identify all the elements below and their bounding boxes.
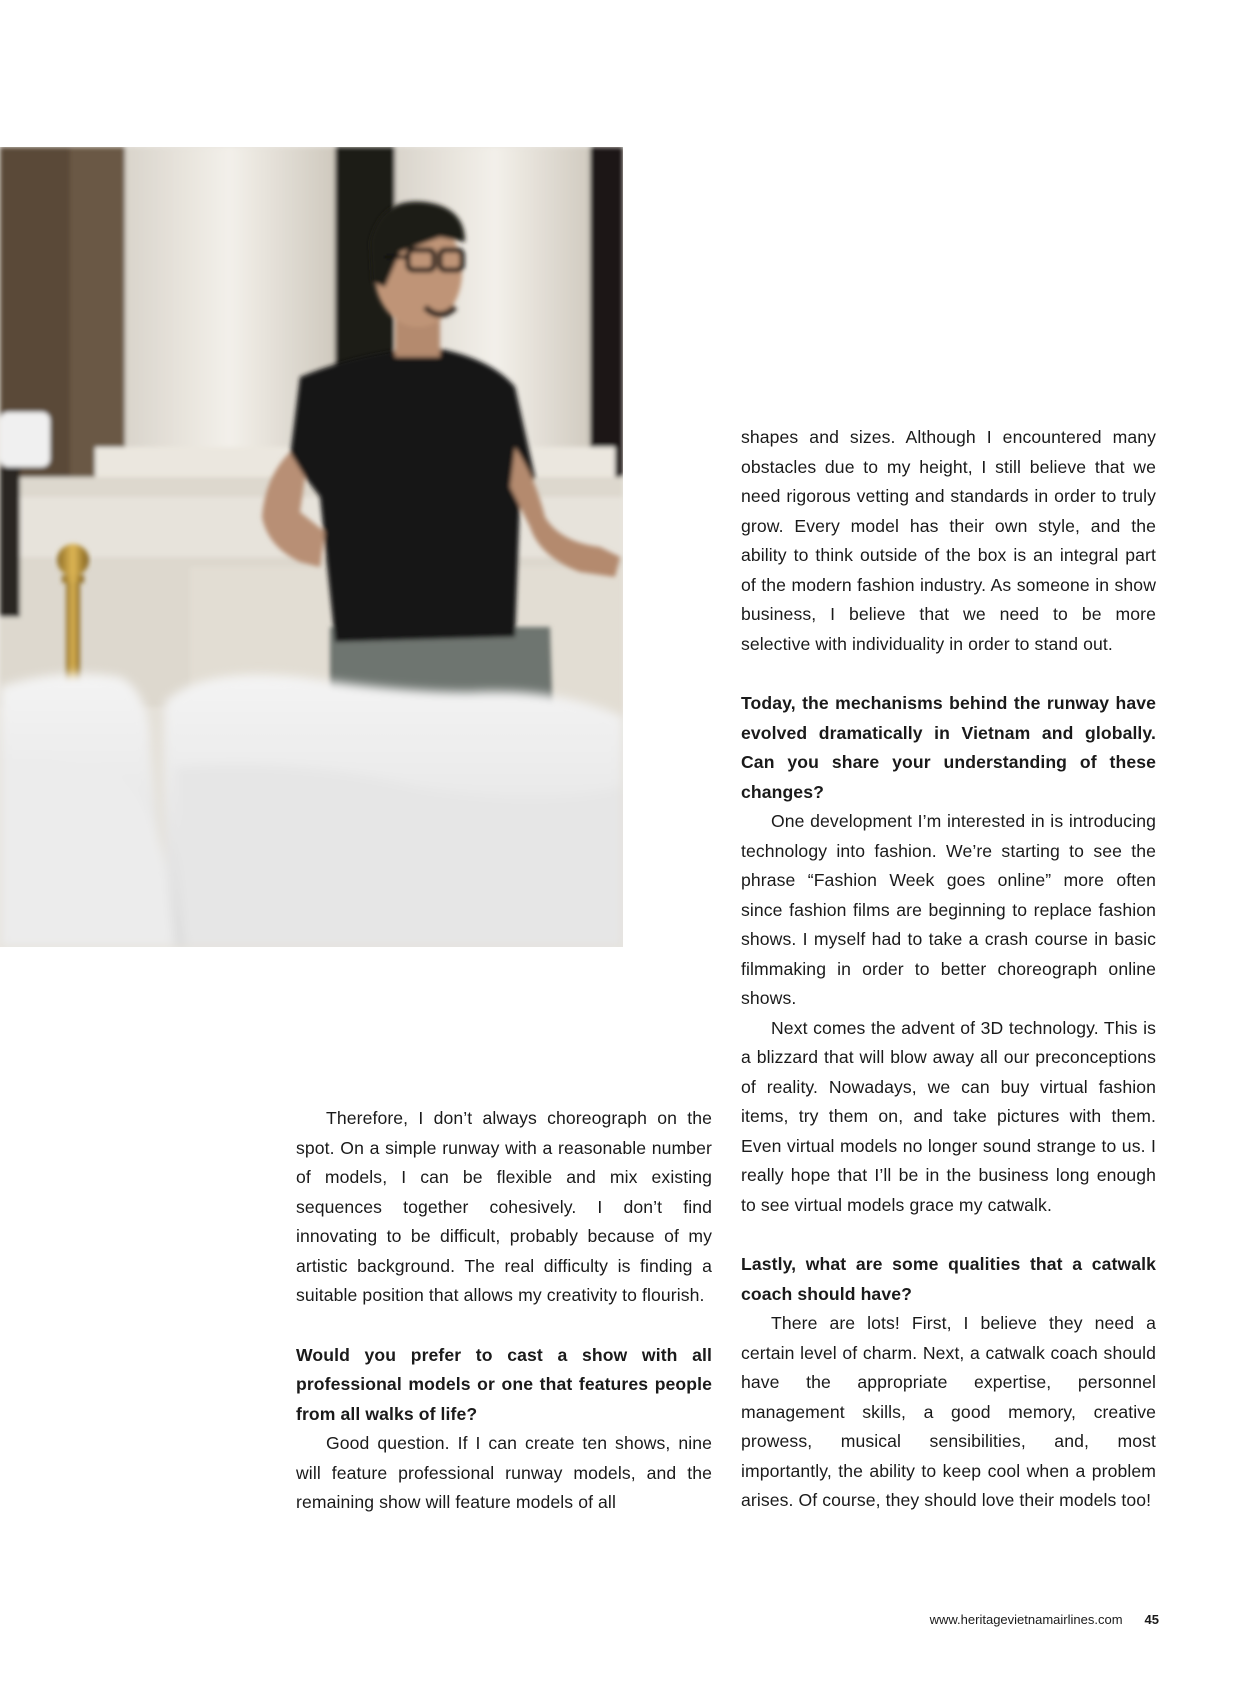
website-link[interactable]: www.heritagevietnamairlines.com [929,1612,1123,1627]
interview-question: Lastly, what are some qualities that a catwalk coach should have? [741,1254,1156,1304]
interview-question: Would you prefer to cast a show with all professional models or one that features people from all walks of life? [296,1344,712,1424]
portrait-photo [0,147,623,947]
paragraph: Therefore, I don’t always choreograph on the spot. On a simple runway with a reasonable number of models, I can be flexible and mix existing sequences together cohesively. I don’t find innovating to be difficult, probably because of my artistic background. The real difficulty is finding a suitable position that allows my creativity to flourish. [296,1108,712,1305]
paragraph: Next comes the advent of 3D technology. This is a blizzard that will blow away all our preconceptions of reality. Nowadays, we can buy virtual fashion items, try them on, and take pictures with them. Even virtual models no longer sound strange to us. I really hope that I’ll be in the business long enough to see virtual models grace my catwalk. [741,1017,1156,1215]
paragraph: One development I’m interested in is introducing technology into fashion. We’re starting to see the phrase “Fashion Week goes online” more often since fashion films are beginning to replace fashion shows. I myself had to take a crash course in basic filmmaking in order to better choreograph online shows. [741,811,1156,1008]
page-number: 45 [1144,1612,1159,1627]
article-column-right [741,423,1156,1516]
article-column-left [296,1104,712,1518]
paragraph: shapes and sizes. Although I encountered many obstacles due to my height, I still believe that we need rigorous vetting and standards in order to truly grow. Every model has their own style, and the ability to think outside of the box is an integral part of the modern fashion industry. As someone in show business, I believe that we need to be more selective with individuality in order to stand out. [741,427,1156,654]
paragraph: There are lots! First, I believe they need a certain level of charm. Next, a catwalk coach should have the appropriate expertise, personnel management skills, a good memory, creative prowess, musical sensibilities, and, most importantly, the ability to keep cool when a problem arises. Of course, they should love their models too! [741,1313,1156,1510]
paragraph: Good question. If I can create ten shows, nine will feature professional runway models, and the remaining show will feature models of all [296,1433,712,1512]
interview-question: Today, the mechanisms behind the runway have evolved dramatically in Vietnam and globally. Can you share your understanding of these changes? [741,693,1156,802]
page-footer [930,1612,1159,1627]
